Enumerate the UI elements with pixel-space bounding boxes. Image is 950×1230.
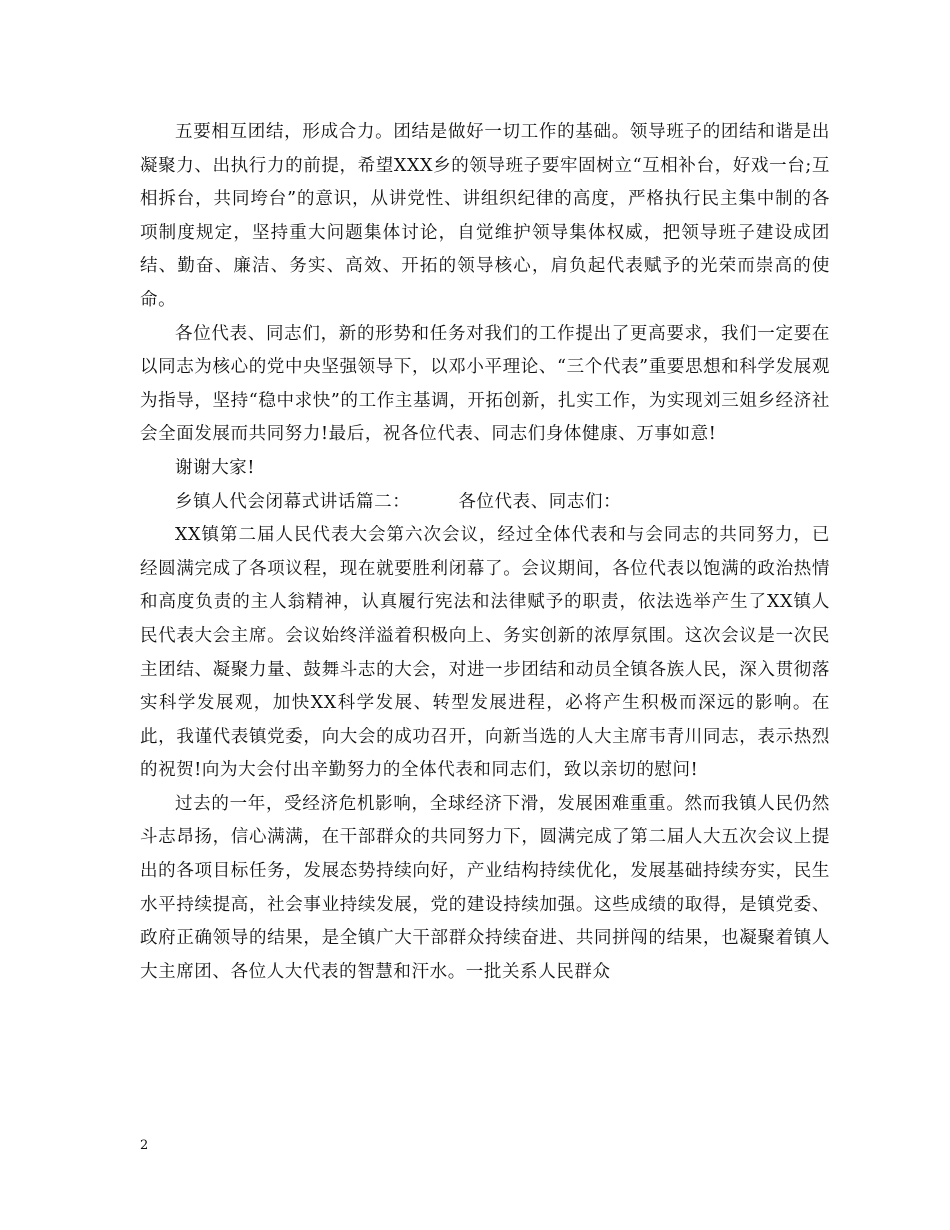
paragraph-thanks: 谢谢大家! (175, 457, 256, 478)
paragraph-unity: 五要相互团结，形成合力。团结是做好一切工作的基础。领导班子的团结和谐是出凝聚力、出执行力的前提，希望XXX乡的领导班子要牢固树立“互相补台，好戏一台;互相拆台，共同垮台”的意识，从讲党性、讲组织纪律的高度，严格执行民主集中制的各项制度规定，坚持重大问题集体讨论，自觉维护领导集体权威，把领导班子建设成团结、勤奋、廉洁、务实、高效、开拓的领导核心，肩负起代表赋予的光荣而崇高的使命。 (140, 122, 830, 310)
paragraph-delegates: 各位代表、同志们，新的形势和任务对我们的工作提出了更高要求，我们一定要在以同志为核心的党中央坚强领导下，以邓小平理论、“三个代表”重要思想和科学发展观为指导，坚持“稳中求快”的工作主基调，开拓创新，扎实工作，为实现刘三姐乡经济社会全面发展而共同努力!最后，祝各位代表、同志们身体健康、万事如意! (140, 323, 830, 445)
page-number: 2 (140, 1138, 149, 1153)
paragraph-closing-session: XX镇第二届人民代表大会第六次会议，经过全体代表和与会同志的共同努力，已经圆满完成了各项议程，现在就要胜利闭幕了。会议期间，各位代表以饱满的政治热情和高度负责的主人翁精神，认真履行宪法和法律赋予的职责，依法选举产生了XX镇人民代表大会主席。会议始终洋溢着积极向上、务实创新的浓厚氛围。这次会议是一次民主团结、凝聚力量、鼓舞斗志的大会，对进一步团结和动员全镇各族人民，深入贯彻落实科学发展观，加快XX科学发展、转型发展进程，必将产生积极而深远的影响。在此，我谨代表镇党委，向大会的成功召开，向新当选的人大主席韦青川同志，表示热烈的祝贺!向为大会付出辛勤努力的全体代表和同志们，致以亲切的慰问! (140, 525, 830, 781)
salutation: 各位代表、同志们： (458, 491, 622, 512)
section-title: 乡镇人代会闭幕式讲话篇二： (175, 491, 411, 512)
document-body (140, 116, 830, 989)
section-heading (140, 486, 830, 520)
paragraph-past-year: 过去的一年，受经济危机影响，全球经济下滑，发展困难重重。然而我镇人民仍然斗志昂扬，信心满满，在干部群众的共同努力下，圆满完成了第二届人大五次会议上提出的各项目标任务，发展态势持续向好，产业结构持续优化，发展基础持续夯实，民生水平持续提高，社会事业持续发展，党的建设持续加强。这些成绩的取得，是镇党委、政府正确领导的结果，是全镇广大干部群众持续奋进、共同拼闯的结果，也凝聚着镇人大主席团、各位人大代表的智慧和汗水。一批关系人民群众 (140, 793, 830, 982)
